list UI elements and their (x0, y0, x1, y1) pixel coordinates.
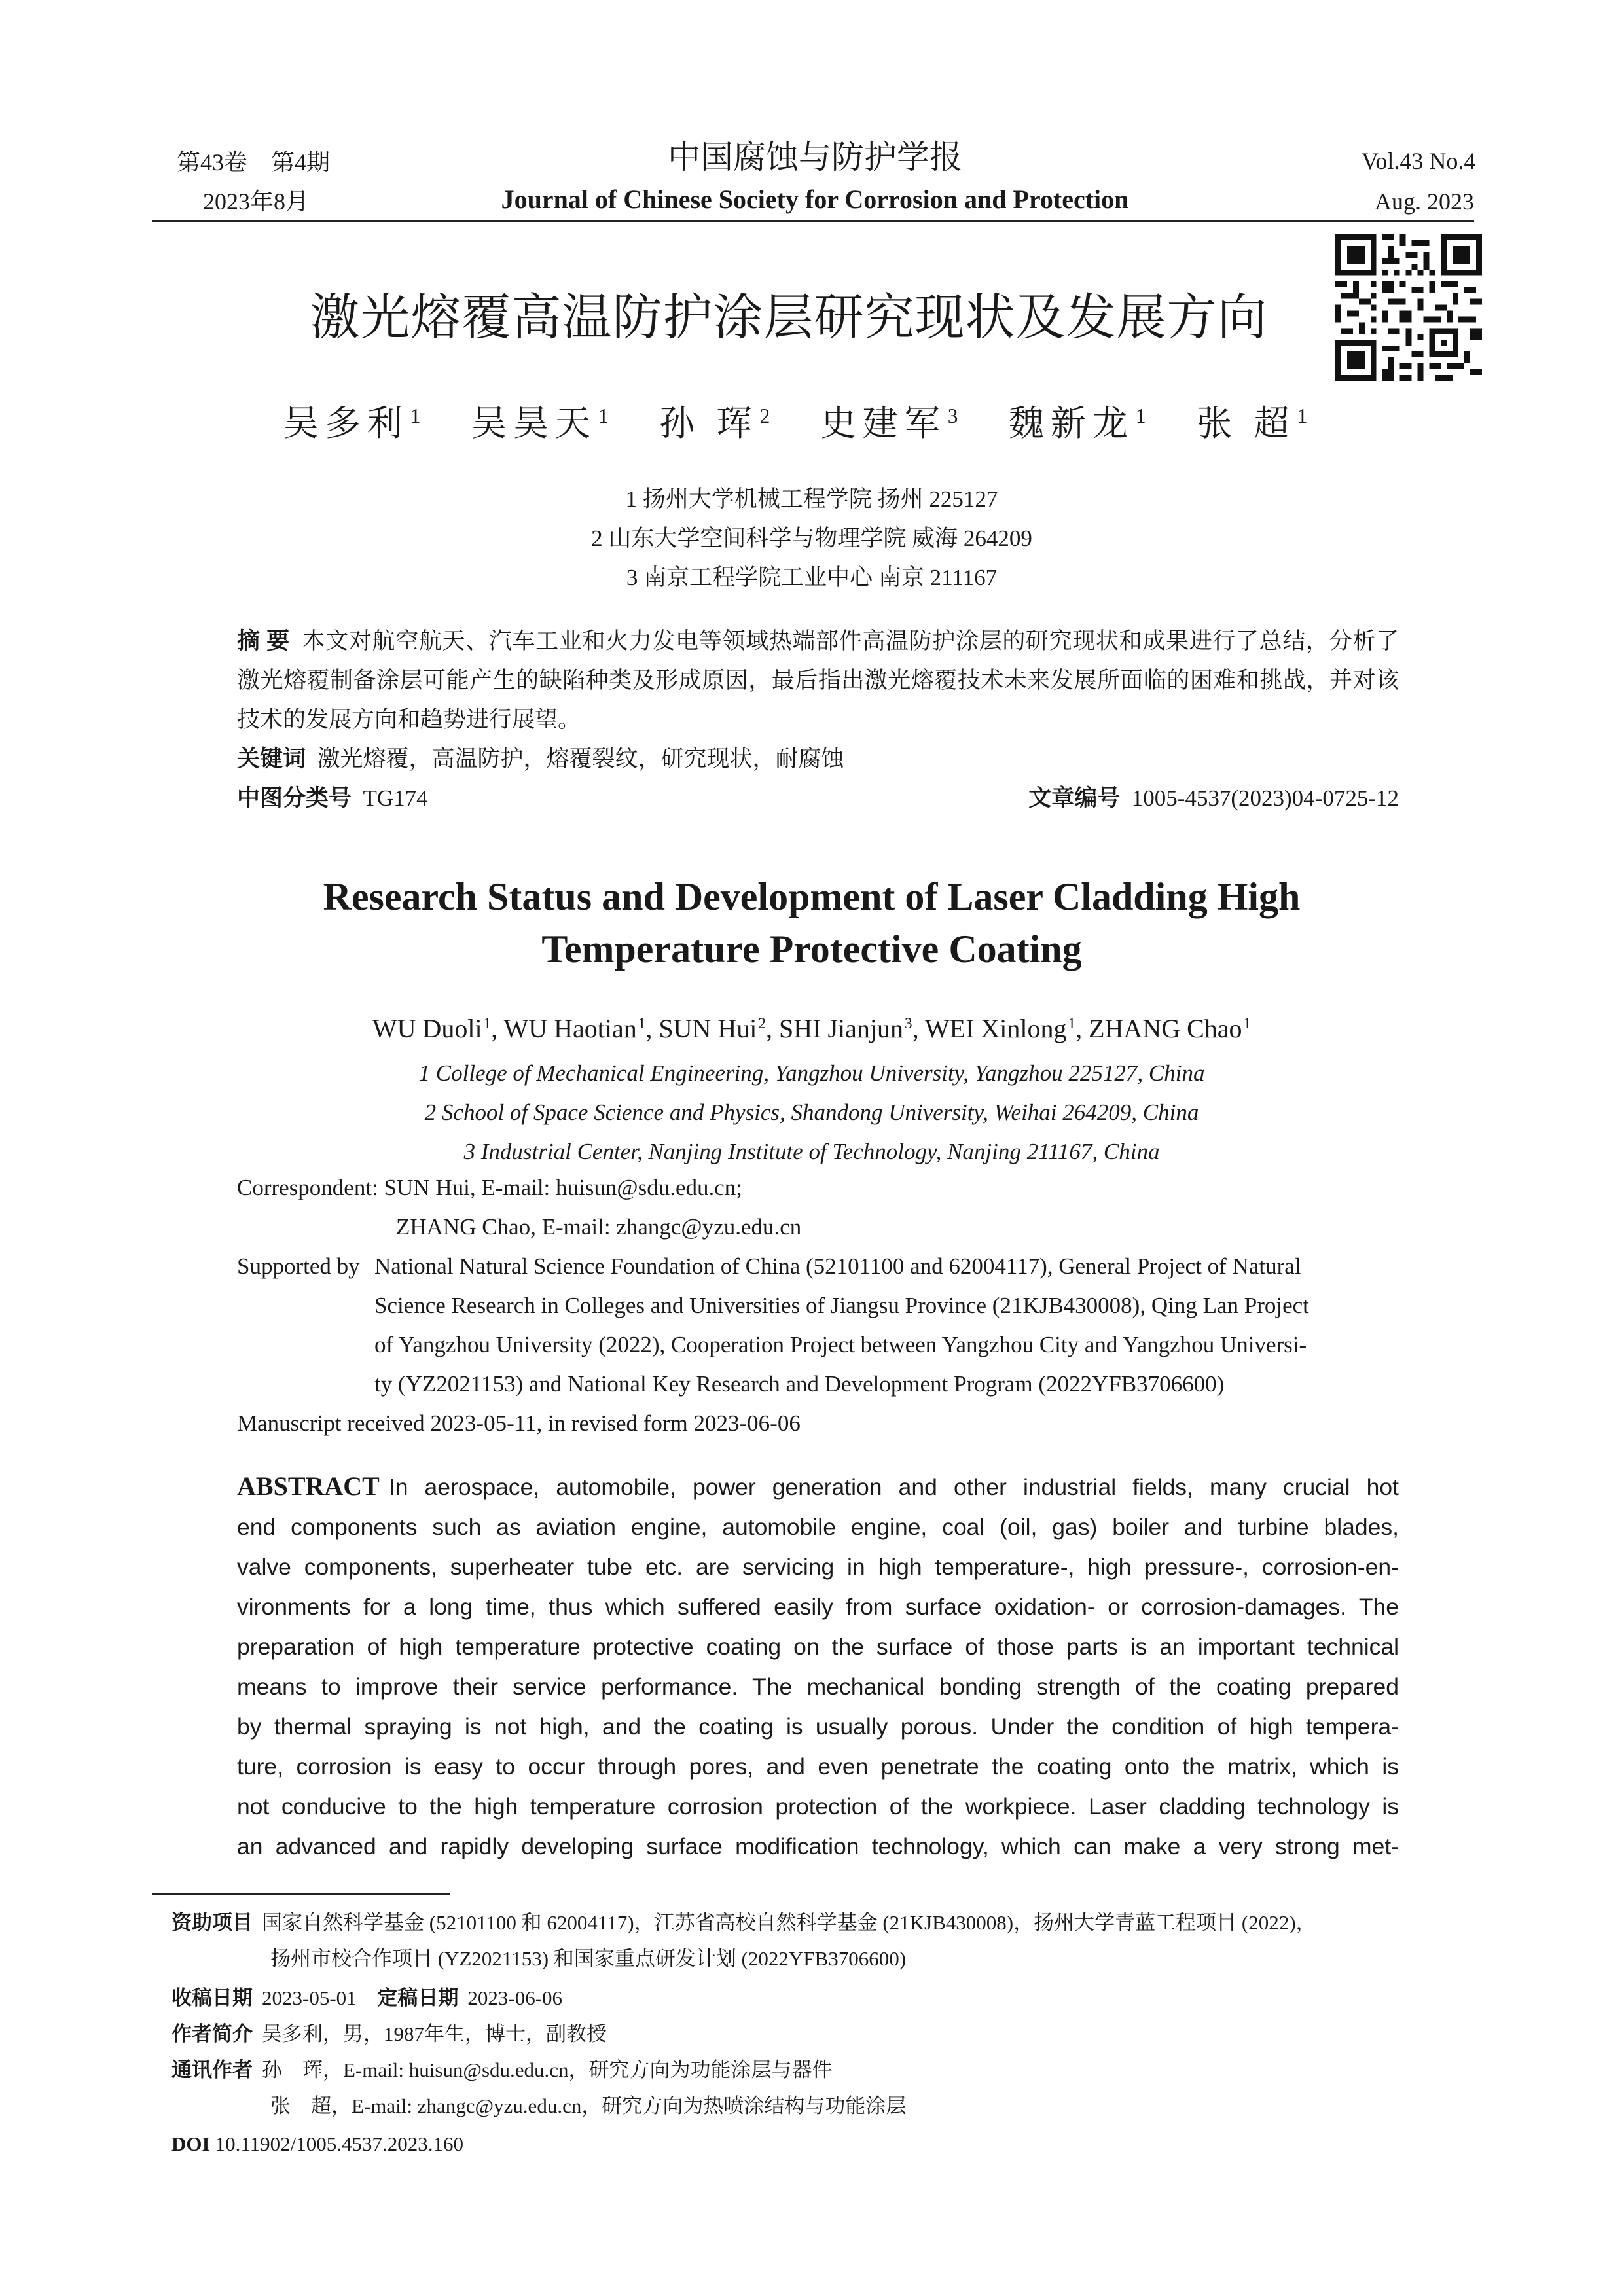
abstract-en-line-6: means to improve their service performance. The mechanical bonding strength of the coating prepared (237, 1674, 1399, 1700)
author-aff-mark: 1 (1068, 1014, 1076, 1032)
manuscript-dates: Manuscript received 2023-05-11, in revised form 2023-06-06 (237, 1410, 801, 1436)
received-value: 2023-05-01 (262, 1986, 357, 2009)
affiliation-cn-1: 1 扬州大学机械工程学院 扬州 225127 (625, 486, 998, 512)
author-en-3: SUN Hui$^2$, (659, 1014, 779, 1043)
finalized-value: 2023-06-06 (467, 1986, 563, 2009)
author-bio-value: 吴多利，男，1987年生，博士，副教授 (262, 2022, 607, 2045)
paper-title-en-line-1: Research Status and Development of Laser Cladding High (323, 875, 1301, 918)
author-aff-mark: 1 (1297, 404, 1314, 427)
correspondent-sun: SUN Hui, E-mail: huisun@sdu.edu.cn; (384, 1175, 743, 1200)
article-number-value: 1005-4537(2023)04-0725-12 (1131, 785, 1399, 811)
author-aff-mark: 3 (905, 1014, 912, 1032)
author-cn-5 (1009, 404, 1153, 443)
abstract-en-label: ABSTRACT (237, 1471, 380, 1501)
corresponding-line-2: 张 超，E-mail: zhangc@yzu.edu.cn，研究方向为热喷涂结构与功能涂层 (270, 2094, 907, 2117)
keywords-cn-label: 关键词 (237, 746, 306, 772)
affiliation-en-1: 1 College of Mechanical Engineering, Yangzhou University, Yangzhou 225127, China (418, 1060, 1205, 1086)
author-aff-mark: 1 (1135, 404, 1153, 427)
author-aff-mark: 1 (598, 404, 615, 427)
abstract-en-line-2: end components such as aviation engine, automobile engine, coal (oil, gas) boiler and turbine blades, (237, 1514, 1399, 1540)
author-name: 吴昊天 (471, 404, 597, 443)
article-number (916, 779, 1399, 818)
abstract-en (237, 1466, 1399, 1867)
abstract-en-line-9: not conducive to the high temperature corrosion protection of the workpiece. Laser cladding technology is (237, 1793, 1399, 1820)
header-date-cn: 2023年8月 (203, 188, 310, 215)
author-aff-mark: 1 (410, 404, 427, 427)
author-cn-1 (283, 404, 427, 443)
author-name: 孙 珲 (659, 404, 759, 443)
correspondent-label: Correspondent: (237, 1175, 378, 1200)
header-rule (152, 220, 1474, 222)
funding-label: 资助项目 (171, 1911, 253, 1934)
author-aff-mark: 1 (638, 1014, 646, 1032)
supported-by-label: Supported by (237, 1253, 360, 1279)
affiliation-cn-3: 3 南京工程学院工业中心 南京 211167 (626, 565, 998, 590)
clc-number (237, 779, 826, 818)
supported-by-line-1: National Natural Science Foundation of China (52101100 and 62004117), General Project of Natural (374, 1253, 1301, 1279)
abstract-en-line-7: by thermal spraying is not high, and the coating is usually porous. Under the condition of high tempera- (237, 1713, 1399, 1740)
author-list-cn (275, 406, 1322, 441)
header-date-en: Aug. 2023 (1375, 188, 1474, 215)
author-aff-mark: 1 (1243, 1014, 1252, 1032)
keywords-cn (237, 740, 1399, 779)
keywords-cn-text: 激光熔覆，高温防护，熔覆裂纹，研究现状，耐腐蚀 (317, 746, 844, 772)
footnote-rule (152, 1893, 450, 1895)
footnote-doi (171, 2126, 1477, 2162)
received-label: 收稿日期 (171, 1986, 253, 2009)
affiliation-en-3: 3 Industrial Center, Nanjing Institute of Technology, Nanjing 211167, China (463, 1139, 1160, 1164)
author-cn-3 (659, 404, 776, 443)
supported-by-line-2: Science Research in Colleges and Universities of Jiangsu Province (21KJB430008), Qing Lan Project (374, 1293, 1309, 1318)
abstract-en-line-4: vironments for a long time, thus which suffered easily from surface oxidation- or corrosion-damages. The (237, 1594, 1399, 1620)
affiliation-cn-2: 2 山东大学空间科学与物理学院 威海 264209 (591, 526, 1032, 551)
paper-title-en (157, 870, 1466, 975)
abstract-en-line-8: ture, corrosion is easy to occur through pores, and even penetrate the coating onto the matrix, which is (237, 1753, 1399, 1780)
footnote-author-bio (171, 2016, 1477, 2052)
header-volume-issue-cn: 第43卷 第4期 (177, 149, 331, 175)
abstract-cn (237, 622, 1399, 740)
qr-code-icon[interactable] (1335, 234, 1482, 381)
author-en-4: SHI Jianjun$^3$, (779, 1014, 925, 1043)
abstract-cn-label: 摘 要 (237, 628, 290, 654)
paper-title-en-line-2: Temperature Protective Coating (541, 927, 1082, 971)
author-name: 吴多利 (283, 404, 409, 443)
abstract-cn-text: 本文对航空航天、汽车工业和火力发电等领域热端部件高温防护涂层的研究现状和成果进行了总结，分析了激光熔覆制备涂层可能产生的缺陷种类及形成原因，最后指出激光熔覆技术未来发展所面临的困难和挑战，并对该技术的发展方向和趋势进行展望。 (237, 628, 1399, 732)
supported-by-line-4: ty (YZ2021153) and National Key Research and Development Program (2022YFB3706600) (374, 1371, 1225, 1397)
author-aff-mark: 1 (483, 1014, 492, 1032)
author-bio-label: 作者简介 (171, 2022, 253, 2045)
author-en-5: WEI Xinlong$^1$, (924, 1014, 1089, 1043)
abstract-en-line-1 (237, 1466, 1399, 1507)
journal-title-en: Journal of Chinese Society for Corrosion and Protection (501, 185, 1129, 214)
author-name: 魏新龙 (1008, 404, 1134, 443)
author-cn-4 (821, 404, 965, 443)
author-aff-mark: 2 (759, 404, 777, 427)
paper-title-cn: 激光熔覆高温防护涂层研究现状及发展方向 (310, 291, 1268, 346)
abstract-en-text: In aerospace, automobile, power generation and other industrial fields, many crucial hot (388, 1474, 1399, 1500)
footnote-corresponding (171, 2052, 1477, 2088)
footnote-funding (171, 1905, 1477, 1941)
doi-value[interactable]: 10.11902/1005.4537.2023.160 (215, 2132, 464, 2155)
clc-value: TG174 (363, 785, 428, 811)
author-name: SHI Jianjun (779, 1014, 903, 1043)
author-en-1: WU Duoli$^1$, (372, 1014, 504, 1043)
doi-label: DOI (171, 2132, 210, 2155)
clc-label: 中图分类号 (237, 785, 352, 811)
author-name: WU Duoli (372, 1014, 482, 1043)
author-aff-mark: 2 (758, 1014, 766, 1032)
author-en-6 (1089, 1014, 1251, 1043)
affiliation-en-2: 2 School of Space Science and Physics, Shandong University, Weihai 264209, China (424, 1100, 1199, 1125)
author-name: WEI Xinlong (924, 1014, 1067, 1043)
footnote-dates (171, 1980, 1477, 2016)
author-name: ZHANG Chao (1089, 1014, 1242, 1043)
finalized-label: 定稿日期 (377, 1986, 459, 2009)
correspondent-line-1 (237, 1168, 742, 1208)
supported-by-line-3: of Yangzhou University (2022), Cooperation Project between Yangzhou City and Yangzhou Universi- (374, 1332, 1307, 1357)
funding-line-1: 国家自然科学基金 (52101100 和 62004117)，江苏省高校自然科学基金 (21KJB430008)，扬州大学青蓝工程项目 (2022)， (262, 1911, 1316, 1934)
author-aff-mark: 3 (947, 404, 965, 427)
article-number-label: 文章编号 (1028, 785, 1121, 811)
author-cn-2 (471, 404, 615, 443)
abstract-en-line-5: preparation of high temperature protective coating on the surface of those parts is an important technical (237, 1634, 1399, 1660)
header-volume-issue-en: Vol.43 No.4 (1362, 148, 1476, 174)
author-name: WU Haotian (503, 1014, 637, 1043)
funding-line-2: 扬州市校合作项目 (YZ2021153) 和国家重点研发计划 (2022YFB3706600) (270, 1947, 907, 1970)
author-list-en (223, 1016, 1401, 1042)
corresponding-label: 通讯作者 (171, 2058, 253, 2081)
correspondent-line-2: ZHANG Chao, E-mail: zhangc@yzu.edu.cn (396, 1214, 802, 1240)
journal-title-cn: 中国腐蚀与防护学报 (668, 139, 962, 175)
abstract-en-line-3: valve components, superheater tube etc. are servicing in high temperature-, high pressure-, corrosion-en- (237, 1554, 1399, 1580)
author-name: 张 超 (1197, 404, 1296, 443)
author-cn-6 (1197, 404, 1314, 443)
author-name: SUN Hui (659, 1014, 757, 1043)
corresponding-line-1: 孙 珲，E-mail: huisun@sdu.edu.cn，研究方向为功能涂层与器件 (262, 2058, 833, 2081)
author-en-2: WU Haotian$^1$, (503, 1014, 659, 1043)
author-name: 史建军 (820, 404, 947, 443)
abstract-en-line-10: an advanced and rapidly developing surface modification technology, which can make a very strong met- (237, 1833, 1399, 1859)
